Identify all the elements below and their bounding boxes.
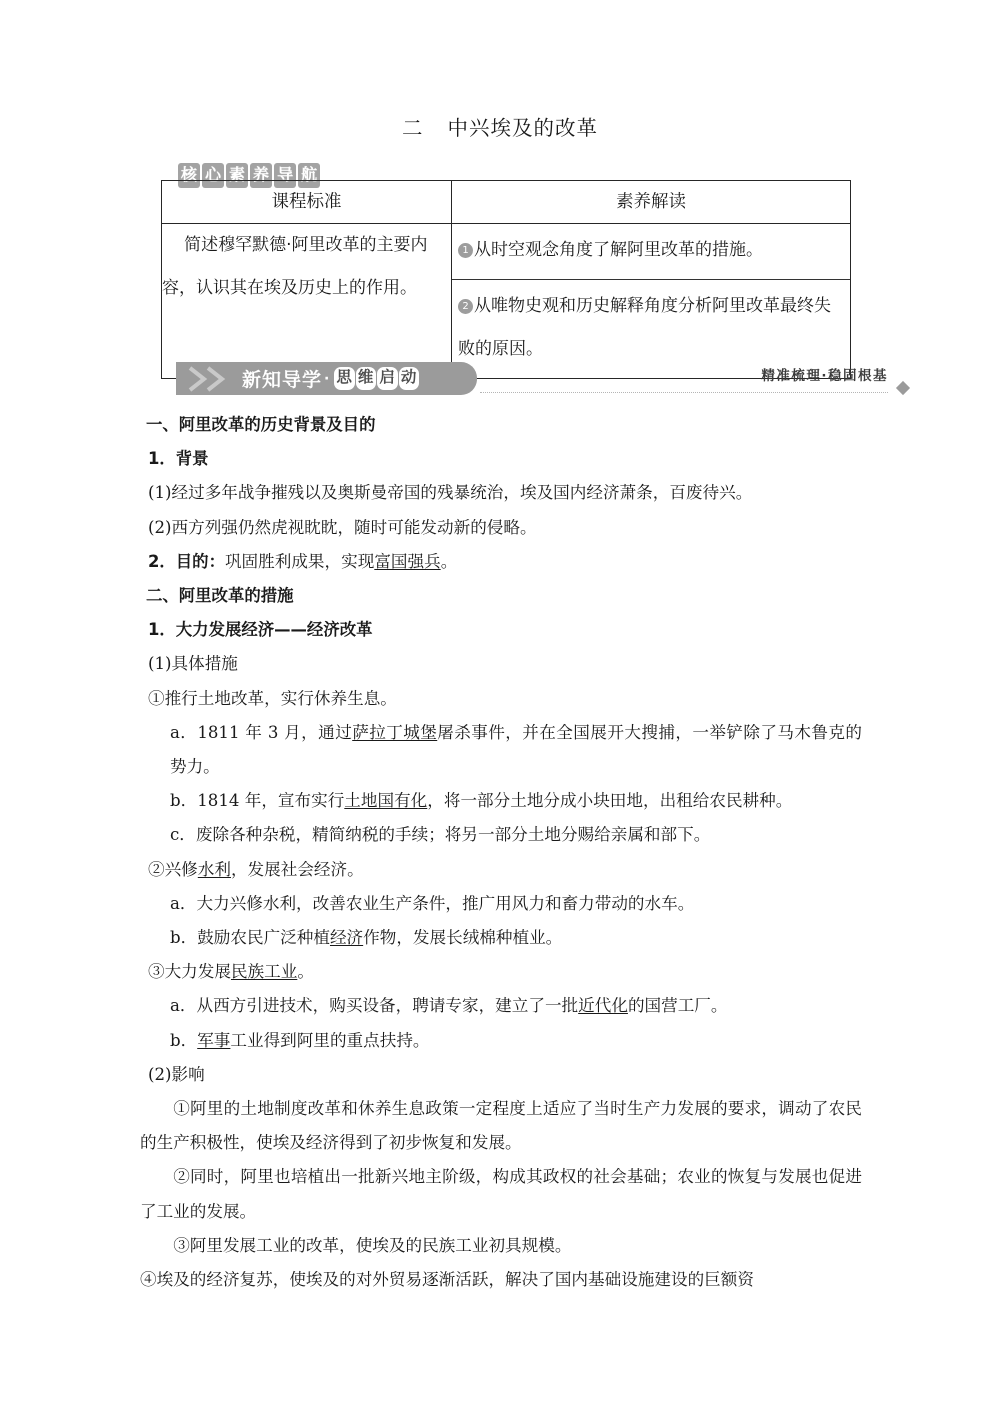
literacy-cell <box>452 224 851 379</box>
purpose-underlined-term: 富国强兵 <box>374 551 441 571</box>
badge-char: 养 <box>250 163 272 188</box>
diamond-icon <box>896 381 910 395</box>
paragraph-military-industry <box>170 1024 862 1058</box>
banner-chip: 思 <box>334 367 355 390</box>
double-chevron-right-icon <box>188 366 234 392</box>
banner-chip: 启 <box>377 367 398 390</box>
literacy-item-text: 从唯物史观和历史解释角度分析阿里改革最终失败的原因。 <box>458 296 831 359</box>
purpose-label: 2．目的： <box>148 551 225 571</box>
course-standard-cell: 简述穆罕默德·阿里改革的主要内容，认识其在埃及历史上的作用。 <box>162 224 452 379</box>
paragraph-impact-label: (2)影响 <box>148 1064 205 1084</box>
text-1811-post: 屠杀事件，并在全国展开大搜捕，一举铲除了马木鲁克的势力。 <box>170 722 863 777</box>
badge-char: 航 <box>298 163 320 188</box>
banner-pill <box>176 362 477 395</box>
heading-2-economy: 1．大力发展经济——经济改革 <box>148 620 373 640</box>
text-1811-pre: a．1811 年 3 月，通过 <box>170 722 353 742</box>
circled-number-icon: 1 <box>458 243 473 258</box>
text-crops-pre: b．鼓励农民广泛种植 <box>170 928 330 948</box>
circled-number-icon: 2 <box>458 299 473 314</box>
paragraph-national-industry <box>148 955 862 989</box>
text-import-post: 的国营工厂。 <box>627 996 728 1016</box>
literacy-item <box>452 224 850 279</box>
banner-title: 新知导学 <box>242 369 323 391</box>
heading-1-measures: 二、阿里改革的措施 <box>146 586 294 606</box>
heading-1-background: 一、阿里改革的历史背景及目的 <box>146 415 376 434</box>
underlined-term-nationalization: 土地国有化 <box>344 791 428 811</box>
paragraph-import-tech <box>170 989 862 1023</box>
section-banner <box>176 362 916 398</box>
page-title <box>0 0 1000 141</box>
text-1814-pre: b．1814 年，宣布实行 <box>170 791 345 811</box>
standards-table <box>161 180 851 379</box>
badge-char: 心 <box>202 163 224 188</box>
page-title-text: 中兴埃及的改革 <box>447 116 598 140</box>
paragraph-impact-3: ③阿里发展工业的改革，使埃及的民族工业初具规模。 <box>173 1235 572 1255</box>
text-military-post: 工业得到阿里的重点扶持。 <box>230 1030 430 1050</box>
paragraph-bg-1: (1)经过多年战争摧残以及奥斯曼帝国的残暴统治，埃及国内经济萧条，百废待兴。 <box>148 483 753 503</box>
badge-char: 素 <box>226 163 248 188</box>
underlined-term-economic: 经济 <box>329 928 364 948</box>
banner-separator: · <box>324 370 331 387</box>
paragraph-water-works <box>148 853 862 887</box>
banner-subtitle: 精准梳理·稳固根基 <box>761 368 888 384</box>
underlined-term-saladin: 萨拉丁城堡 <box>352 722 438 742</box>
badge-char: 导 <box>274 163 296 188</box>
badge-char: 核 <box>178 163 200 188</box>
underlined-term-military: 军事 <box>197 1030 231 1050</box>
paragraph-land-reform: ①推行土地改革，实行休养生息。 <box>148 688 397 708</box>
underlined-term-national-industry: 民族工业 <box>230 962 298 982</box>
heading-2-purpose <box>148 545 862 579</box>
purpose-text-a: 巩固胜利成果，实现 <box>224 551 375 571</box>
banner-chip: 动 <box>399 367 420 390</box>
banner-dotted-rule <box>480 392 888 393</box>
page-title-number: 二 <box>402 116 424 140</box>
purpose-text-b: 。 <box>440 551 458 571</box>
underlined-term-water: 水利 <box>197 859 231 879</box>
table-header-course-standard: 课程标准 <box>162 181 452 224</box>
text-industry-post: 。 <box>297 962 314 982</box>
paragraph-measures-label: (1)具体措施 <box>148 654 238 674</box>
table-row <box>162 224 851 379</box>
underlined-term-modernization: 近代化 <box>578 996 628 1016</box>
banner-main-text <box>242 365 419 392</box>
body-content <box>140 408 862 1297</box>
table-header-literacy: 素养解读 <box>452 181 851 224</box>
paragraph-tax: c．废除各种杂税，精简纳税的手续；将另一部分土地分赐给亲属和部下。 <box>170 825 711 845</box>
paragraph-bg-2: (2)西方列强仍然虎视眈眈，随时可能发动新的侵略。 <box>148 517 537 537</box>
text-industry-pre: ③大力发展 <box>148 962 231 982</box>
paragraph-water-a: a．大力兴修水利，改善农业生产条件，推广用风力和畜力带动的水车。 <box>170 893 695 913</box>
text-crops-post: 作物，发展长绒棉种植业。 <box>363 928 563 948</box>
text-1814-post: ，将一部分土地分成小块田地，出租给农民耕种。 <box>427 791 793 811</box>
text-water-post: ，发展社会经济。 <box>230 859 364 879</box>
text-military-prefix: b． <box>170 1030 198 1050</box>
text-import-pre: a．从西方引进技术，购买设备，聘请专家，建立了一批 <box>170 996 579 1016</box>
paragraph-impact-1: ①阿里的土地制度改革和休养生息政策一定程度上适应了当时生产力发展的要求，调动了农民的生产积极性，使埃及经济得到了初步恢复和发展。 <box>140 1099 862 1153</box>
paragraph-1811 <box>170 716 862 784</box>
paragraph-1814 <box>170 784 862 818</box>
paragraph-impact-2: ②同时，阿里也培植出一批新兴地主阶级，构成其政权的社会基础；农业的恢复与发展也促进了工业的发展。 <box>140 1167 862 1221</box>
heading-2-background: 1．背景 <box>148 449 209 469</box>
literacy-item-text: 从时空观念角度了解阿里改革的措施。 <box>474 240 763 260</box>
banner-chip: 维 <box>356 367 377 390</box>
paragraph-impact-4: ④埃及的经济复苏，使埃及的对外贸易逐渐活跃，解决了国内基础设施建设的巨额资 <box>140 1270 754 1290</box>
text-water-pre: ②兴修 <box>148 859 198 879</box>
table-header-row <box>162 181 851 224</box>
paragraph-crops <box>170 921 862 955</box>
